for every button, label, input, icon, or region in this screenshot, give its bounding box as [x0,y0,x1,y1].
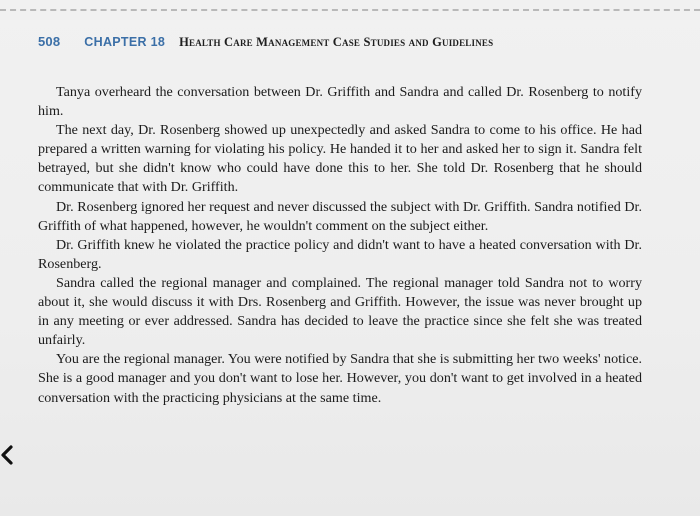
running-header [38,34,493,54]
back-button[interactable] [0,440,22,470]
paragraph: The next day, Dr. Rosenberg showed up unexpectedly and asked Sandra to come to his office. He had prepared a written warning for violating his policy. He handed it to her and asked her to sign it. Sandra felt betrayed, but she didn't know who could have done this to her. She told Dr. Rosenberg that he should communicate that with Dr. Griffith. [38,122,642,196]
top-dashed-rule [0,9,700,11]
paragraph: Dr. Griffith knew he violated the practice policy and didn't want to have a heated conversation with Dr. Rosenberg. [38,236,642,272]
chevron-left-icon [0,444,14,466]
running-title: Health Care Management Case Studies and Guidelines [179,35,494,49]
body-text [38,83,642,408]
chapter-label: CHAPTER 18 [84,35,166,49]
paragraph: You are the regional manager. You were notified by Sandra that she is submitting her two weeks' notice. She is a good manager and you don't want to lose her. However, you don't want to get involved in a heated conversation with the practicing physicians at the same time. [38,351,642,406]
paragraph: Tanya overheard the conversation between Dr. Griffith and Sandra and called Dr. Rosenberg to notify him. [38,84,642,120]
paragraph: Dr. Rosenberg ignored her request and never discussed the subject with Dr. Griffith. Sandra notified Dr. Griffith of what happened, however, he wouldn't comment on the subject either. [38,198,642,234]
page-number: 508 [38,34,61,49]
paragraph: Sandra called the regional manager and complained. The regional manager told Sandra not to worry about it, she would discuss it with Drs. Rosenberg and Griffith. However, the issue was never brought up in any meeting or ever addressed. Sandra has decided to leave the practice since she felt she was treated unfairly. [38,274,642,349]
